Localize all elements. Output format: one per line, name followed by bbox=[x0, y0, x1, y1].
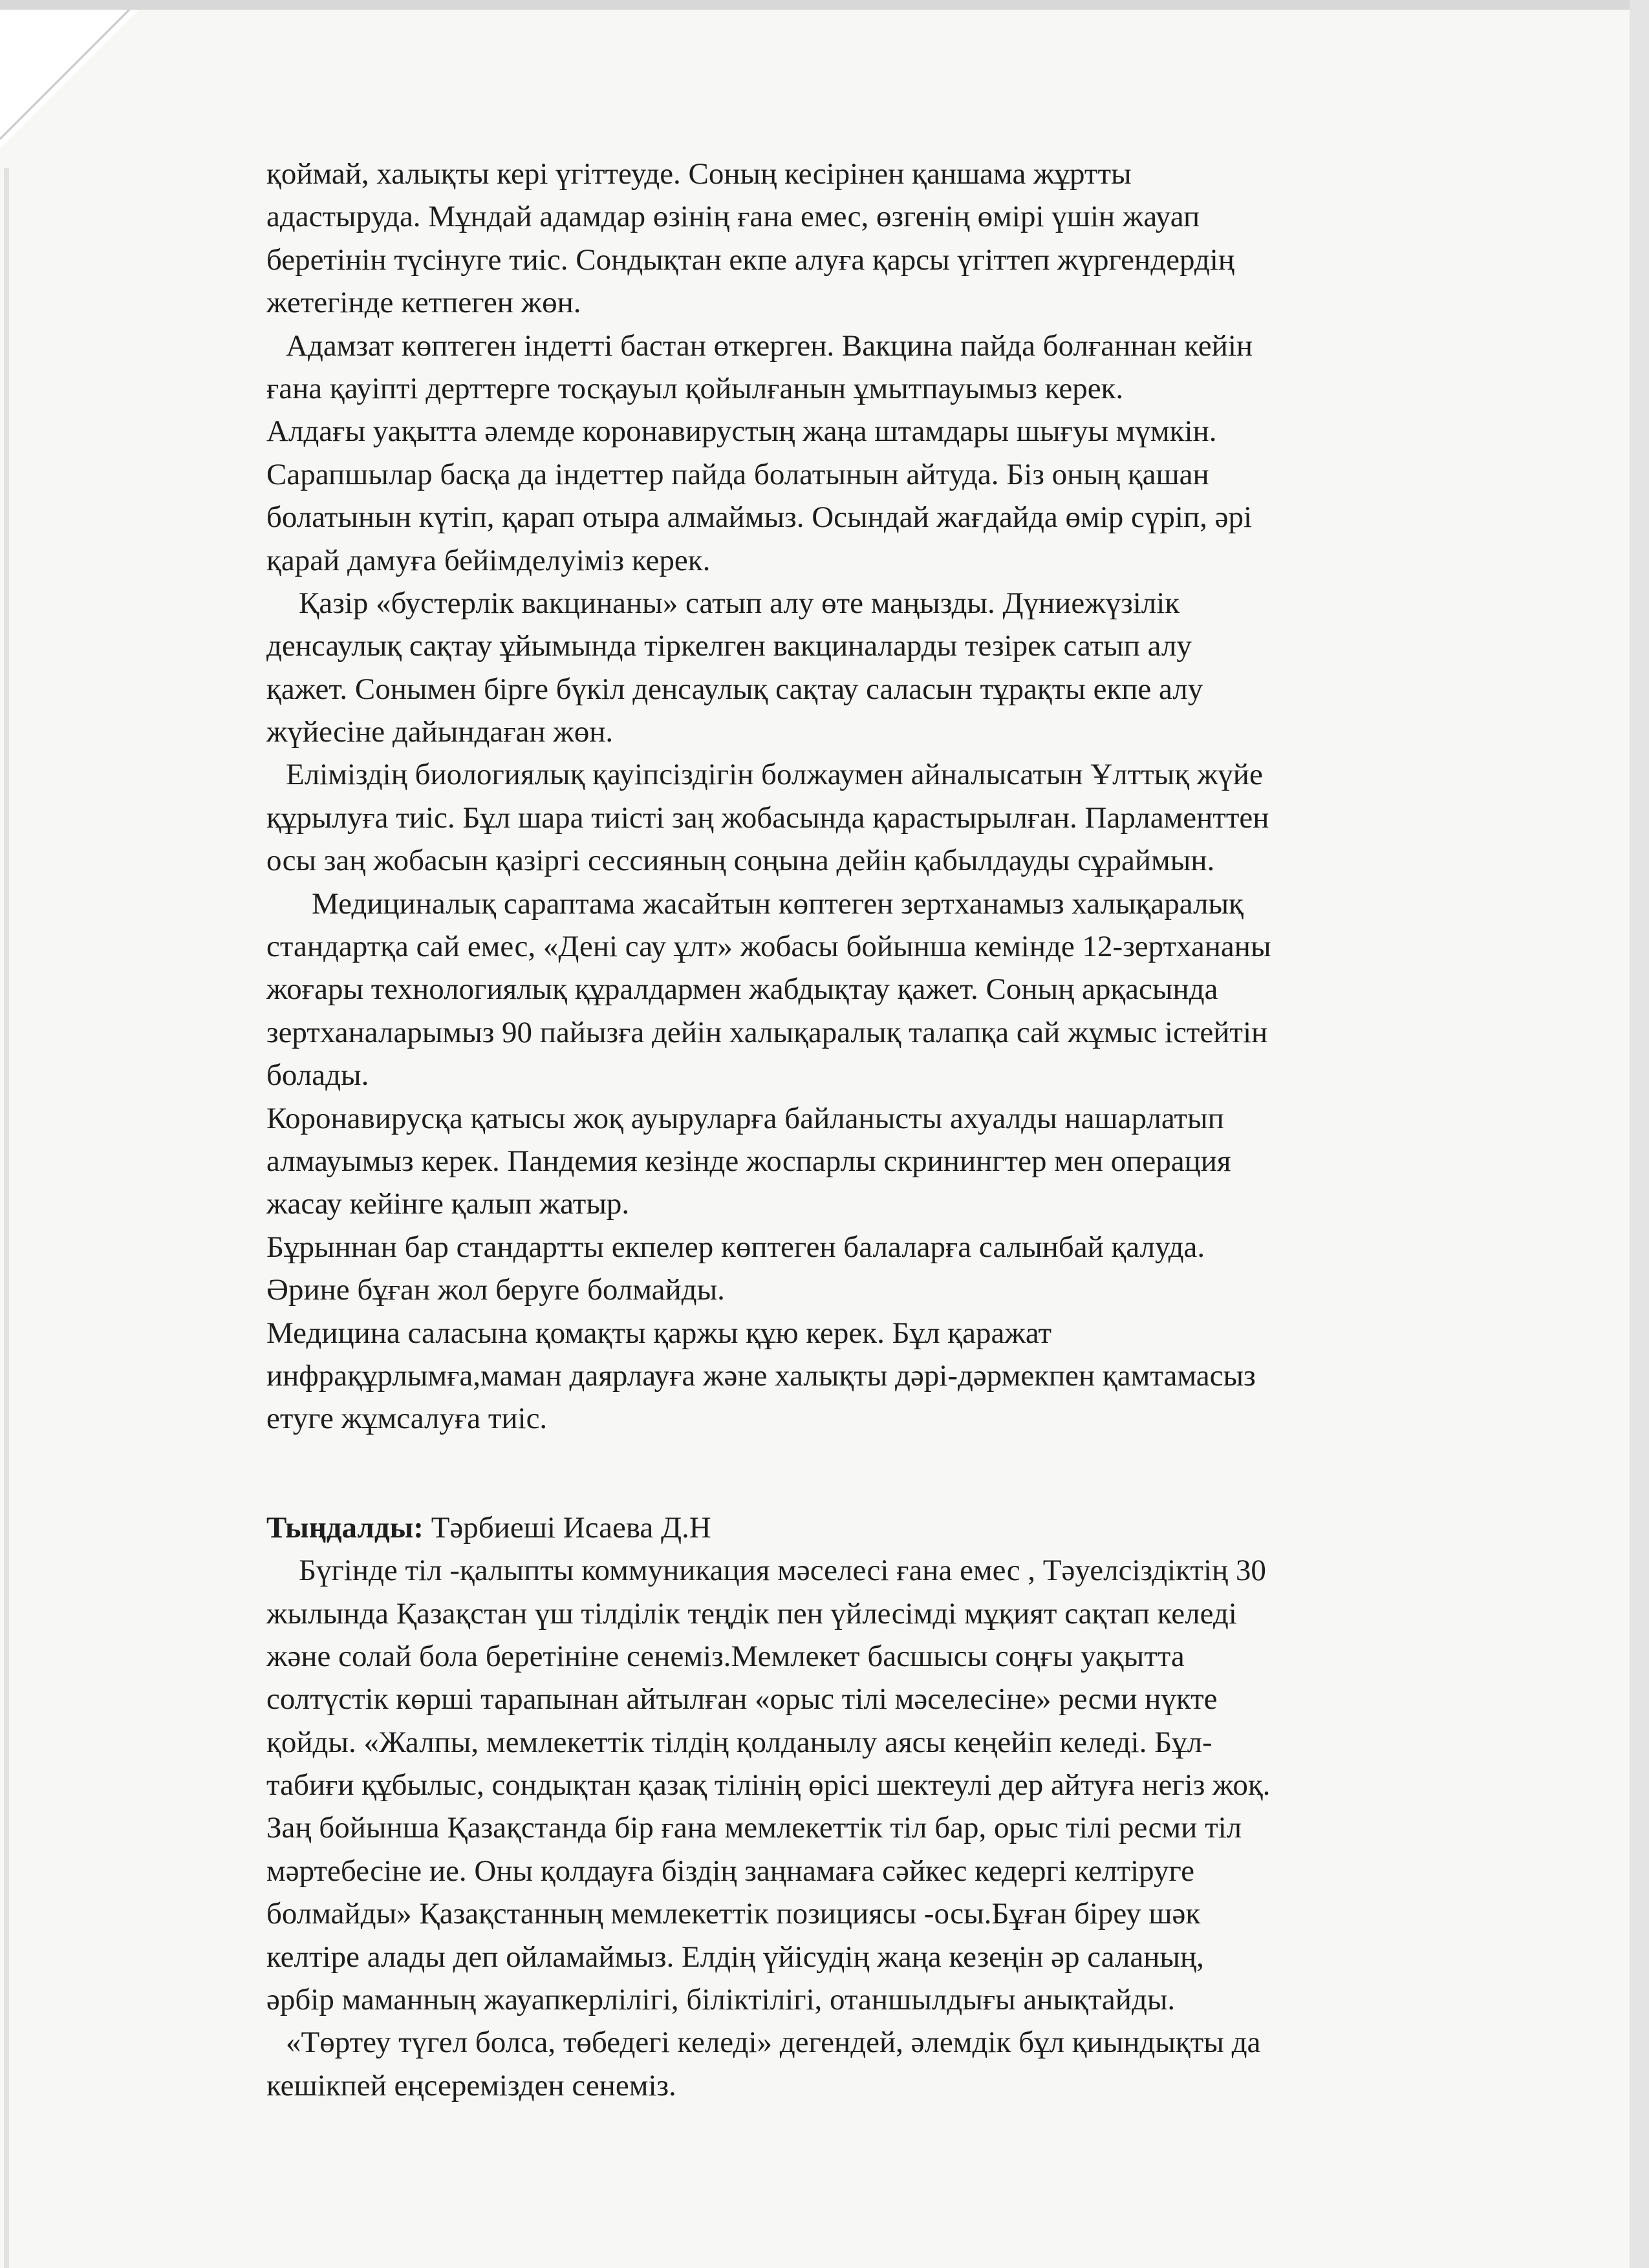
text-line: жетегінде кетпеген жөн. bbox=[266, 286, 581, 320]
text-line: ғана қауіпті дерттерге тосқауыл қойылғанын ұмытпауымыз керек. bbox=[266, 371, 1124, 405]
text-line: денсаулық сақтау ұйымында тіркелген вакциналарды тезірек сатып алу bbox=[266, 629, 1192, 663]
text-line: стандартқа сай емес, «Дені сау ұлт» жобасы бойынша кемінде 12-зертхананы bbox=[266, 930, 1271, 964]
text-line: мәртебесіне ие. Оны қолдауға біздің заңнамаға сәйкес кедергі келтіруге bbox=[266, 1854, 1195, 1888]
text-line: болатынын күтіп, қарап отыра алмаймыз. Осындай жағдайда өмір сүріп, әрі bbox=[266, 500, 1253, 535]
paragraph-epidemics bbox=[266, 325, 1527, 582]
text-line: жүйесіне дайындаған жөн. bbox=[266, 715, 614, 749]
text-line: келтіре алады деп ойламаймыз. Елдің үйісудің жаңа кезеңін әр саланың, bbox=[266, 1940, 1204, 1974]
text-line: Адамзат көптеген індетті бастан өткерген. Вакцина пайда болғаннан кейін bbox=[286, 328, 1253, 363]
speaker-heading bbox=[266, 1506, 1527, 1549]
paragraph-language-policy bbox=[266, 1549, 1527, 2021]
speaker-label: Тыңдалды: bbox=[266, 1510, 424, 1545]
paragraph-proverb bbox=[266, 2021, 1527, 2107]
document-body bbox=[266, 153, 1527, 2107]
text-line: және солай бола беретініне сенеміз.Мемлекет басшысы соңғы уақытта bbox=[266, 1639, 1185, 1673]
text-line: Әрине бұған жол беруге болмайды. bbox=[266, 1273, 725, 1307]
paragraph-funding bbox=[266, 1312, 1527, 1440]
text-line: инфрақұрлымға,маман даярлауға және халықты дәрі-дәрмекпен қамтамасыз bbox=[266, 1358, 1256, 1393]
text-line: Бүгінде тіл -қалыпты коммуникация мәселесі ғана емес , Тәуелсіздіктің 30 bbox=[299, 1554, 1266, 1588]
text-line: «Төртеу түгел болса, төбедегі келеді» дегендей, әлемдік бұл қиындықты да bbox=[286, 2026, 1261, 2060]
text-line: Еліміздің биологиялық қауіпсіздігін болжаумен айналысатын Ұлттық жүйе bbox=[286, 758, 1263, 792]
text-line: Бұрыннан бар стандартты екпелер көптеген балаларға салынбай қалуда. bbox=[266, 1230, 1205, 1264]
text-line: Заң бойынша Қазақстанда бір ғана мемлекеттік тіл бар, орыс тілі ресми тіл bbox=[266, 1811, 1242, 1845]
paragraph-booster bbox=[266, 582, 1527, 754]
text-line: табиғи құбылыс, сондықтан қазақ тілінің өрісі шектеулі дер айтуға негіз жоқ. bbox=[266, 1768, 1271, 1803]
text-line: Коронавирусқа қатысы жоқ ауыруларға байланысты ахуалды нашарлатып bbox=[266, 1101, 1224, 1135]
text-line: солтүстік көрші тарапынан айтылған «орыс тілі мәселесіне» ресми нүкте bbox=[266, 1682, 1218, 1717]
text-line: беретінін түсінуге тиіс. Сондықтан екпе алуға қарсы үгіттеп жүргендердің bbox=[266, 242, 1234, 277]
text-line: Медициналық сараптама жасайтын көптеген зертханамыз халықаралық bbox=[312, 886, 1244, 921]
text-line: болады. bbox=[266, 1058, 369, 1093]
text-line: Қазір «бустерлік вакцинаны» сатып алу өте маңызды. Дүниежүзілік bbox=[299, 586, 1180, 620]
text-line: осы заң жобасын қазіргі сессияның соңына дейін қабылдауды сұраймын. bbox=[266, 844, 1215, 878]
text-line: Медицина саласына қомақты қаржы құю керек. Бұл қаражат bbox=[266, 1316, 1052, 1350]
text-line: қарай дамуға бейімделуіміз керек. bbox=[266, 543, 711, 577]
text-line: болмайды» Қазақстанның мемлекеттік позициясы -осы.Бұған біреу шәк bbox=[266, 1897, 1201, 1931]
paragraph-laboratories bbox=[266, 883, 1527, 1097]
text-line: алмауымыз керек. Пандемия кезінде жоспарлы скринингтер мен операция bbox=[266, 1144, 1231, 1178]
text-line: жоғары технологиялық құралдармен жабдықтау қажет. Соның арқасында bbox=[266, 972, 1218, 1007]
text-line: қойды. «Жалпы, мемлекеттік тілдің қолданылу аясы кеңейіп келеді. Бұл- bbox=[266, 1725, 1212, 1759]
text-line: құрылуға тиіс. Бұл шара тиісті заң жобасында қарастырылған. Парламенттен bbox=[266, 800, 1269, 835]
text-line: етуге жұмсалуға тиіс. bbox=[266, 1402, 548, 1436]
text-line: кешікпей еңсеремізден сенеміз. bbox=[266, 2068, 676, 2102]
text-line: қажет. Сонымен бірге бүкіл денсаулық сақтау саласын тұрақты екпе алу bbox=[266, 672, 1203, 706]
text-line: зертханаларымыз 90 пайызға дейін халықаралық талапқа сай жұмыс істейтін bbox=[266, 1015, 1268, 1049]
section-spacer bbox=[266, 1440, 1527, 1506]
text-line: адастыруда. Мұндай адамдар өзінің ғана емес, өзгенің өмірі үшін жауап bbox=[266, 200, 1200, 234]
text-line: Алдағы уақытта әлемде коронавирустың жаңа штамдары шығуы мүмкін. bbox=[266, 414, 1217, 449]
speaker-name: Тәрбиеші Исаева Д.Н bbox=[423, 1510, 711, 1545]
text-line: әрбір маманның жауапкерлілігі, біліктілігі, отаншылдығы анықтайды. bbox=[266, 1983, 1176, 2017]
paragraph-standard-vaccines bbox=[266, 1226, 1527, 1312]
text-line: жасау кейінге қалып жатыр. bbox=[266, 1187, 630, 1221]
paragraph-vaccine-agitation bbox=[266, 153, 1527, 325]
paragraph-biosecurity bbox=[266, 753, 1527, 882]
text-line: қоймай, халықты кері үгіттеуде. Соның кесірінен қаншама жұртты bbox=[266, 157, 1132, 191]
text-line: Сарапшылар басқа да індеттер пайда болатынын айтуда. Біз оның қашан bbox=[266, 457, 1209, 491]
text-line: жылында Қазақстан үш тілділік теңдік пен үйлесімді мұқият сақтап келеді bbox=[266, 1596, 1237, 1631]
paragraph-other-diseases bbox=[266, 1097, 1527, 1226]
